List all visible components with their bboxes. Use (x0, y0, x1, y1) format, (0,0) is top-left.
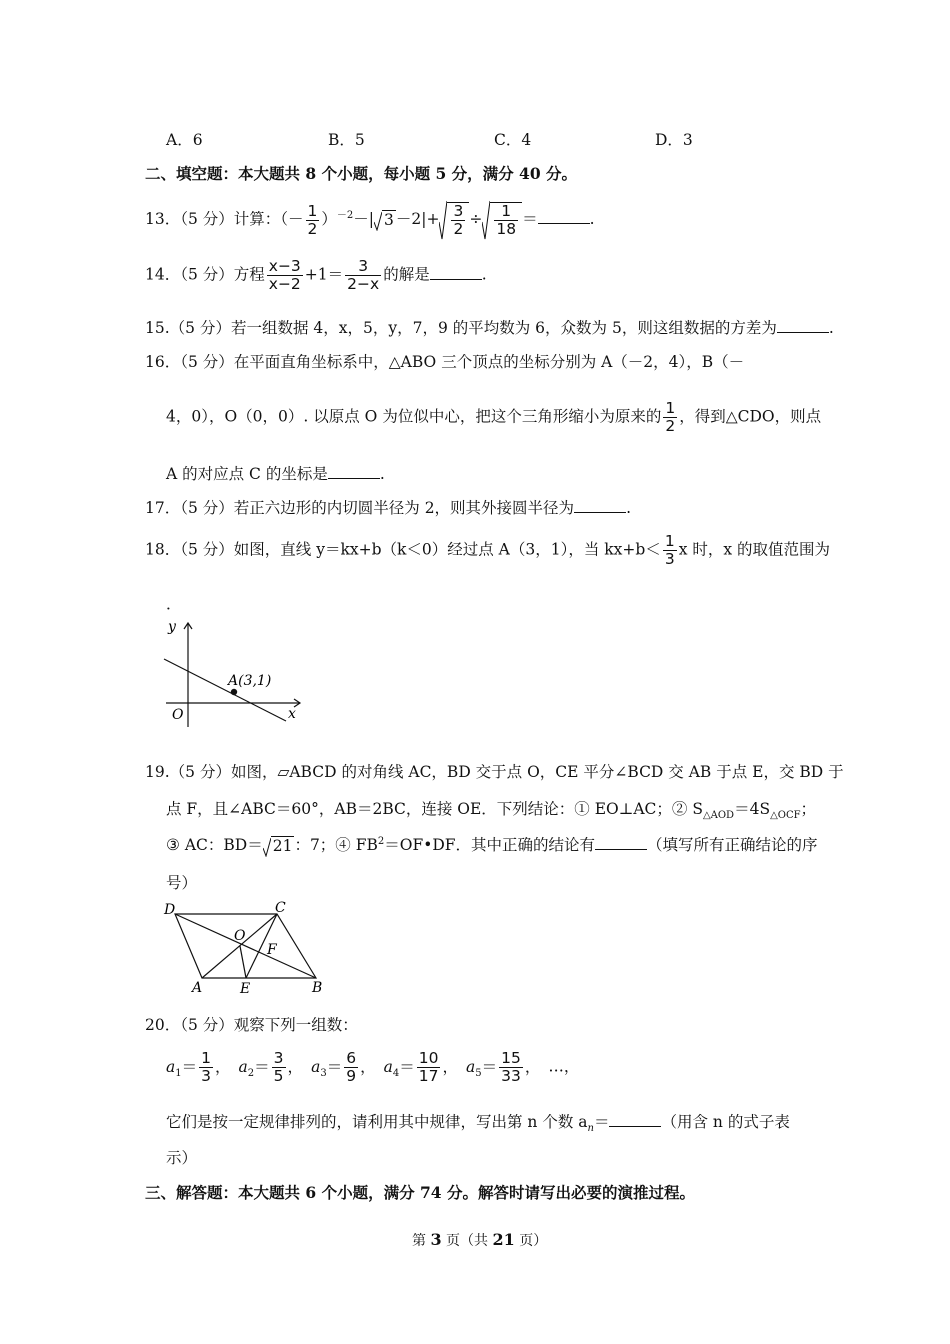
question-20-line3: 它们是按一定规律排列的，请利用其中规律，写出第 n 个数 $a_n=$ （用含 n 的式子表 (166, 1113, 790, 1135)
sqrt: $\frac{1}{18}$ (482, 200, 522, 240)
page-total: 21 (492, 1230, 515, 1249)
question-17: 17．（5 分）若正六边形的内切圆半径为 2，则其外接圆半径为 . (145, 499, 631, 517)
fraction: $\frac{1}{3}$ (201, 1049, 212, 1085)
sequence-term: $a_5=$ $\frac{15}{33}$ ， (465, 1049, 541, 1085)
point-a (231, 689, 237, 695)
question-14: 14．（5 分）方程 $\frac{x-3}{x-2}$ +1＝ $\frac{3}{2-x}$ 的解是 . (145, 257, 487, 293)
label-d: D (164, 902, 176, 918)
question-19-line1: 19.（5 分）如图，▱ABCD 的对角线 AC，BD 交于点 O，CE 平分∠BCD 交 AB 于点 E，交 BD 于 (145, 763, 844, 781)
answer-blank[interactable] (328, 464, 380, 479)
label-o: O (234, 928, 246, 944)
question-18-line1: 18．（5 分）如图，直线 y＝kx+b（k＜0）经过点 A（3，1），当 kx+b＜ $\frac{1}{3}$ x 时，x 的取值范围为 (145, 532, 831, 568)
label-c: C (275, 900, 286, 916)
question-16-line3: A 的对应点 C 的坐标是 . (166, 465, 385, 483)
label-a: A (192, 980, 203, 996)
sqrt: 21 (263, 836, 295, 857)
fraction: $\frac{15}{33}$ (501, 1049, 521, 1085)
label-f: F (267, 942, 277, 958)
answer-blank[interactable] (609, 1112, 661, 1127)
answer-blank[interactable] (430, 265, 482, 280)
fraction: $\frac{x-3}{x-2}$ (268, 257, 301, 293)
option-b: B．5 (328, 131, 365, 149)
label-b: B (312, 980, 323, 996)
sequence-term: $a_2=$ $\frac{3}{5}$ ， (238, 1049, 304, 1085)
page-footer: 第 3 页（共 21 页） (412, 1230, 548, 1249)
question-19-line3: ③ AC：BD＝ 21 ：7；④ $FB^2=OF•DF$．其中正确的结论有 （填写所有正确结论的序 (166, 835, 818, 855)
question-16-line1: 16．（5 分）在平面直角坐标系中，△ABO 三个顶点的坐标分别为 A（－2，4），B（－ (145, 353, 745, 371)
fraction: $\frac{1}{2}$ (307, 201, 318, 238)
question-19-line2: 点 F，且∠ABC＝60°，AB＝2BC，连接 OE．下列结论：① EO⊥AC；② $S_{\triangle AOD}=4S_{\triangle OCF}$； (166, 800, 817, 822)
question-20-sequence: $a_1=$ $\frac{1}{3}$ ， $a_2=$ $\frac{3}{5}$ ， $a_3=$ $\frac{6}{9}$ ， $a_4=$ $\frac{10}{17}$ ， $a_5=$ $\frac{15}{33}$ ， …， (166, 1049, 580, 1085)
option-a: A．6 (166, 131, 203, 149)
point-a-label: A(3,1) (228, 673, 272, 689)
answer-blank[interactable] (595, 835, 647, 850)
parallelogram-figure (160, 898, 330, 996)
question-15: 15.（5 分）若一组数据 4，x，5，y，7，9 的平均数为 6，众数为 5，则这组数据的方差为 . (145, 319, 834, 337)
sequence-term: $a_4=$ $\frac{10}{17}$ ， (383, 1049, 458, 1085)
x-axis-label: x (288, 706, 296, 722)
line-graph-figure (160, 615, 305, 730)
sqrt: $\frac{3}{2}$ (439, 200, 469, 240)
question-13: 13．（5 分）计算：（－ $\frac{1}{2}$ ）$^{-2}$－| 3 －2|+ $\frac{3}{2}$ ÷ $\frac{1}{18}$ ＝ . (145, 200, 595, 240)
question-20-line1: 20．（5 分）观察下列一组数： (145, 1016, 358, 1034)
label-e: E (240, 981, 251, 996)
origin-label: O (172, 707, 184, 723)
fraction: $\frac{6}{9}$ (346, 1049, 357, 1085)
section-heading-fill-blank: 二、填空题：本大题共 8 个小题，每小题 5 分，满分 40 分。 (145, 164, 578, 183)
answer-blank[interactable] (574, 498, 626, 513)
sqrt: 3 (374, 210, 396, 231)
segment-oe (240, 946, 246, 978)
option-c: C．4 (494, 131, 532, 149)
fraction: $\frac{3}{2-x}$ (347, 257, 380, 293)
fraction: $\frac{3}{5}$ (273, 1049, 284, 1085)
question-16-line2: 4，0），O（0，0）. 以原点 O 为位似中心，把这个三角形缩小为原来的 $\frac{1}{2}$ ，得到△CDO，则点 (166, 399, 822, 435)
fraction: $\frac{1}{3}$ (664, 532, 675, 568)
diagonal-bd (175, 914, 316, 978)
y-axis-label: y (168, 619, 176, 635)
fraction: $\frac{10}{17}$ (418, 1049, 439, 1085)
diagonal-ac (202, 914, 277, 978)
question-20-line4: 示） (166, 1149, 198, 1167)
question-19-line4: 号） (166, 874, 198, 892)
page-number: 3 (430, 1230, 442, 1249)
answer-blank[interactable] (777, 318, 829, 333)
section-heading-solve: 三、解答题：本大题共 6 个小题，满分 74 分。解答时请写出必要的演推过程。 (145, 1183, 695, 1202)
sequence-term: $a_1=$ $\frac{1}{3}$ ， (166, 1049, 231, 1085)
sequence-term: $a_3=$ $\frac{6}{9}$ ， (311, 1049, 376, 1085)
option-d: D．3 (655, 131, 693, 149)
answer-blank[interactable] (538, 209, 590, 224)
fraction: $\frac{1}{2}$ (665, 399, 676, 435)
question-18-line2: ． (166, 595, 182, 613)
